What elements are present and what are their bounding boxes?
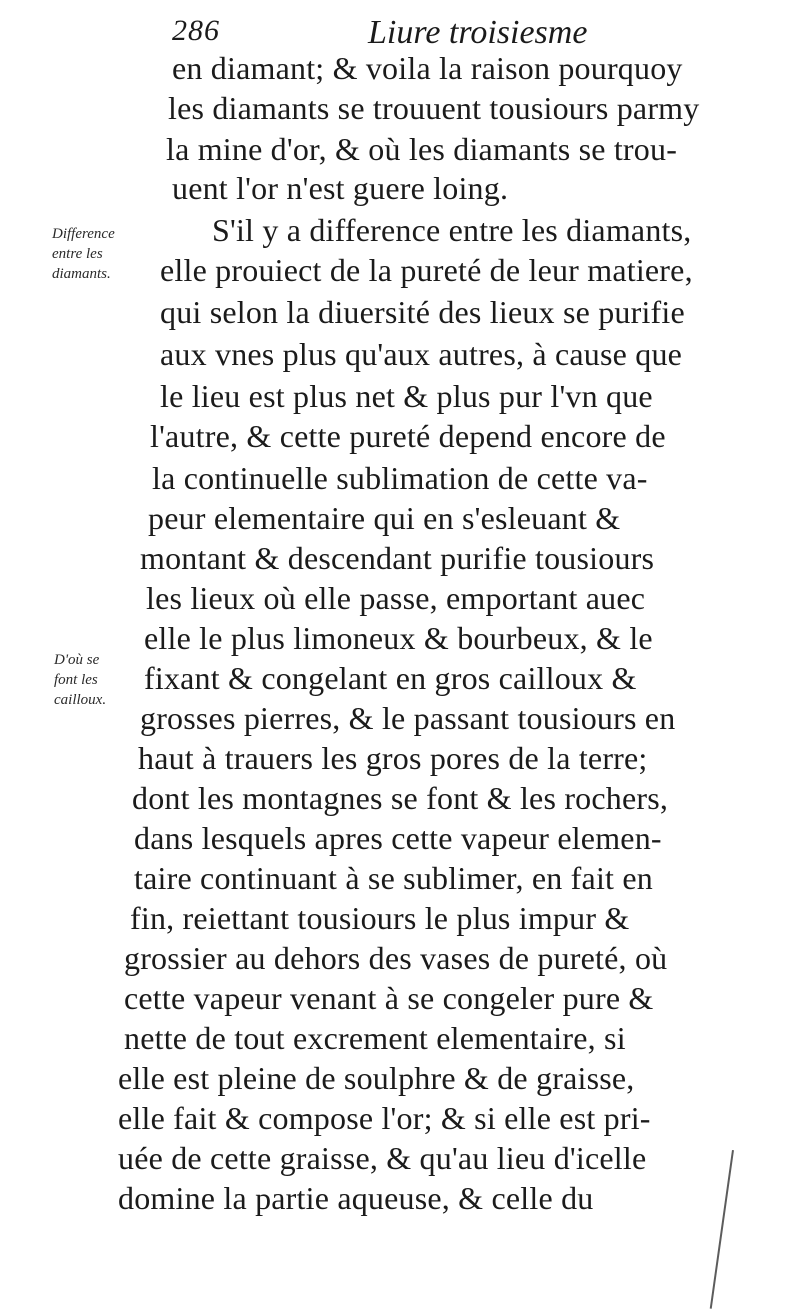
text-line: cette vapeur venant à se congeler pure &	[124, 980, 654, 1016]
text-line: les lieux où elle passe, emportant auec	[146, 580, 646, 616]
text-line: aux vnes plus qu'aux autres, à cause que	[160, 336, 683, 372]
text-line: la continuelle sublimation de cette va-	[152, 460, 648, 496]
running-head: Liure troisiesme	[368, 14, 588, 51]
margin-note	[54, 650, 106, 710]
text-line: elle fait & compose l'or; & si elle est pri-	[118, 1100, 651, 1136]
text-line: le lieu est plus net & plus pur l'vn que	[160, 378, 653, 414]
margin-note-line: diamants.	[52, 266, 111, 282]
margin-note	[52, 224, 115, 284]
margin-note-line: entre les	[52, 246, 103, 262]
text-line: l'autre, & cette pureté depend encore de	[150, 418, 666, 454]
text-line: grosses pierres, & le passant tousiours en	[140, 700, 676, 736]
text-line: taire continuant à se sublimer, en fait en	[134, 860, 653, 896]
text-line: elle prouiect de la pureté de leur matiere,	[160, 252, 693, 288]
text-line: haut à trauers les gros pores de la terre;	[138, 740, 648, 776]
text-line: dans lesquels apres cette vapeur elemen-	[134, 820, 662, 856]
margin-note-line: D'où se	[54, 652, 100, 668]
text-line: uée de cette graisse, & qu'au lieu d'icelle	[118, 1140, 647, 1176]
text-line: elle le plus limoneux & bourbeux, & le	[144, 620, 653, 656]
text-line: elle est pleine de soulphre & de graisse,	[118, 1060, 635, 1096]
text-line: S'il y a difference entre les diamants,	[212, 212, 692, 248]
text-line: domine la partie aqueuse, & celle du	[118, 1180, 594, 1216]
text-line: dont les montagnes se font & les rochers,	[132, 780, 669, 816]
text-line: nette de tout excrement elementaire, si	[124, 1020, 626, 1056]
text-line: peur elementaire qui en s'esleuant &	[148, 500, 621, 536]
text-line: montant & descendant purifie tousiours	[140, 540, 655, 576]
text-line: fixant & congelant en gros cailloux &	[144, 660, 637, 696]
text-line: uent l'or n'est guere loing.	[172, 170, 509, 206]
margin-note-line: font les	[54, 672, 98, 688]
text-line: qui selon la diuersité des lieux se purifie	[160, 294, 685, 330]
text-line: la mine d'or, & où les diamants se trou-	[166, 131, 678, 167]
text-line: grossier au dehors des vases de pureté, où	[124, 940, 668, 976]
page-number: 286	[172, 14, 220, 47]
text-line: en diamant; & voila la raison pourquoy	[172, 50, 683, 86]
margin-note-line: cailloux.	[54, 692, 107, 708]
text-line: les diamants se trouuent tousiours parmy	[168, 90, 700, 126]
margin-note-line: Difference	[52, 226, 115, 242]
text-line: fin, reiettant tousiours le plus impur &	[130, 900, 630, 936]
